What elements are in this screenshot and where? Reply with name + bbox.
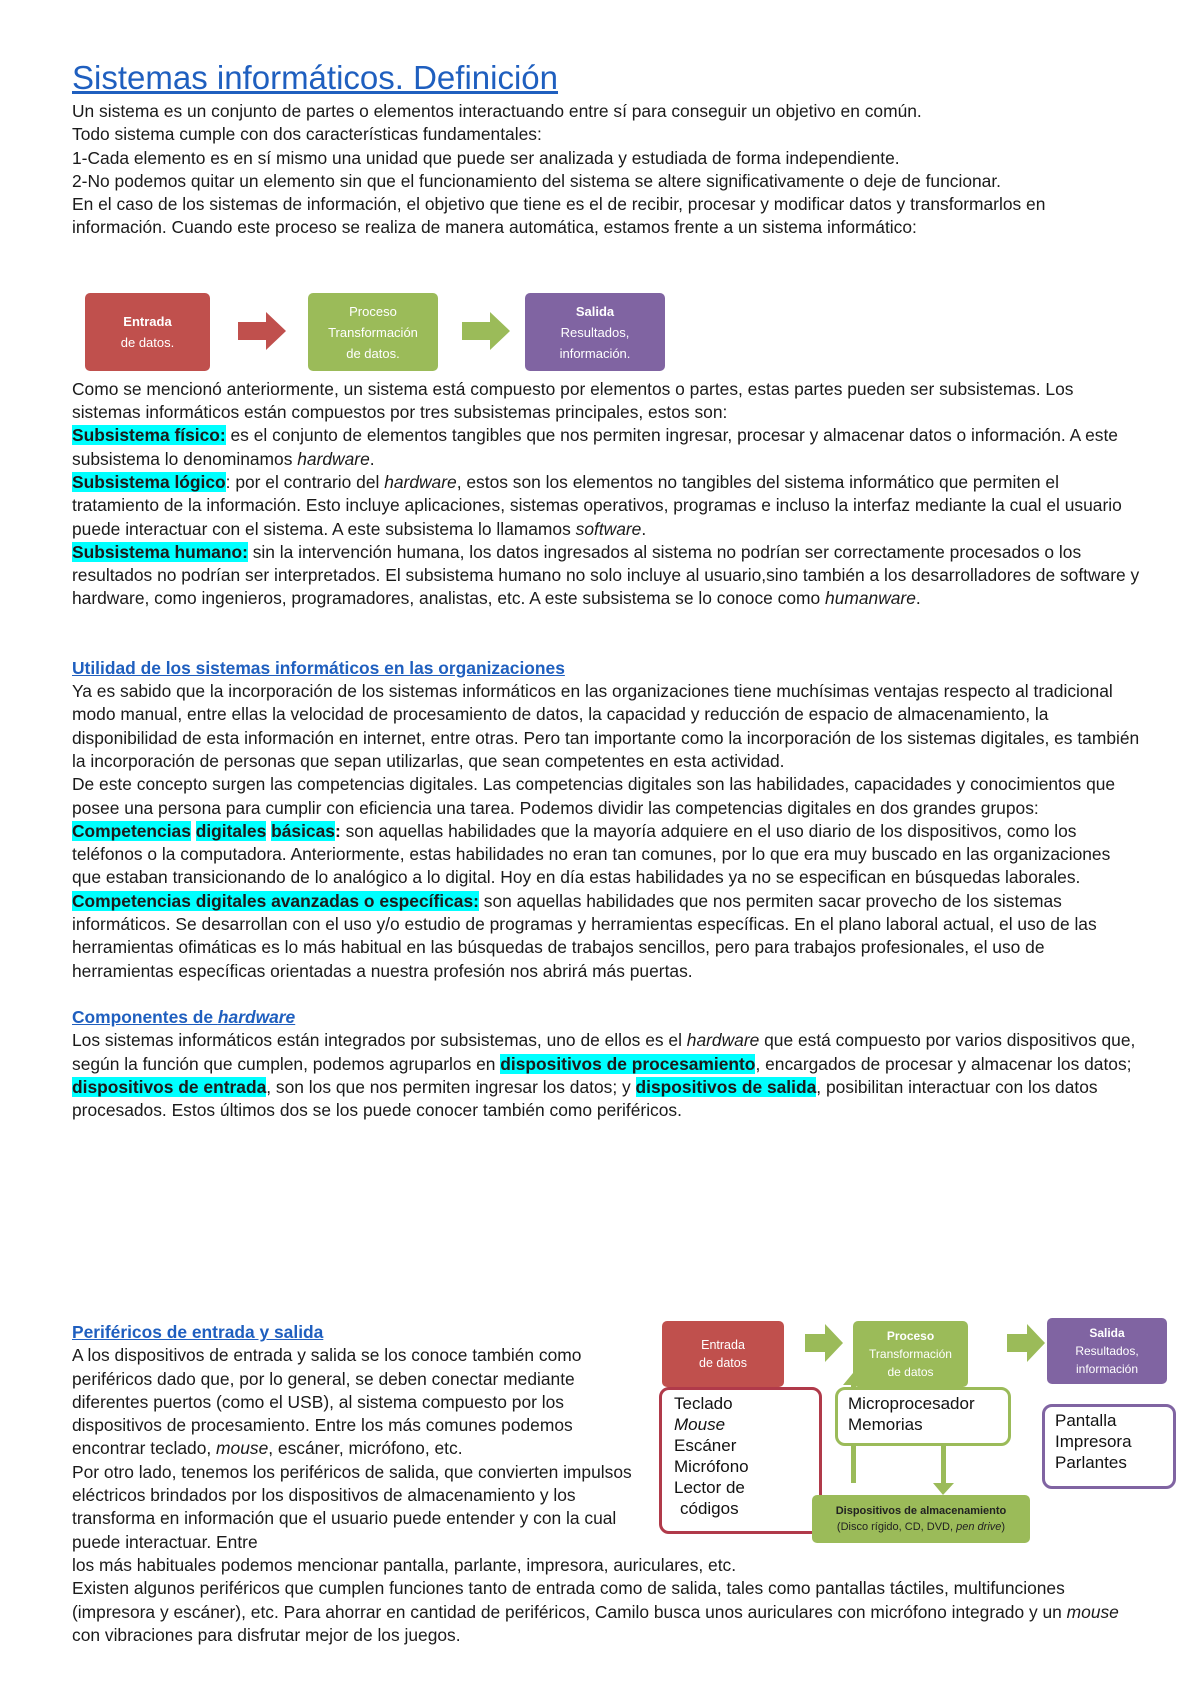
diagram2-salida-box: Salida Resultados, información [1047,1318,1167,1384]
paragraph: Todo sistema cumple con dos características fundamentales: [72,124,542,145]
arrow-right-icon [238,312,288,350]
paragraph: Como se mencionó anteriormente, un sistema está compuesto por elementos o partes, estas partes pueden ser subsistemas. Los sistemas informáticos están compuestos por tres subsistemas principales, estos son: [72,378,1074,423]
paragraph-componentes: Los sistemas informáticos están integrados por subsistemas, uno de ellos es el hardware que está compuesto por varios dispositivos que, según la función que cumplen, podemos agruparlos en dispositivos de procesamiento, encargados de procesar y almacenar los datos; dispositivos de entrada, son los que nos permiten ingresar los datos; y dispositivos de salida, posibilitan interactuar con los datos procesados. Estos últimos dos se los puede conocer también como periféricos. [72,1030,1136,1121]
entrada-devices-list: Teclado Mouse Escáner Micrófono Lector de códigos [659,1387,822,1534]
highlight-label: Subsistema humano: [72,541,248,562]
paragraph: Existen algunos periféricos que cumplen funciones tanto de entrada como de salida, tales como pantallas táctiles, multifunciones (impresora y escáner), etc. Para ahorrar en cantidad de periféricos, Camilo busca unos auriculares con micrófono integrado y un mouse con vibraciones para disfrutar mejor de los juegos. [72,1578,1119,1645]
section-heading-perifericos: Periféricos de entrada y salida [72,1322,324,1342]
diagram-salida-box: Salida Resultados, información. [525,293,665,371]
diagram2-proceso-box: Proceso Transformación de datos [853,1321,968,1387]
proceso-devices-list: Microprocesador Memorias [835,1387,1011,1446]
paragraph-avanzadas: Competencias digitales avanzadas o específicas: son aquellas habilidades que nos permiten sacar provecho de los sistemas informáticos. Se desarrollan con el uso y/o estudio de programas y herramientas específicas. En el plano laboral actual, el uso de las herramientas ofimáticas es lo más habitual en las búsquedas de trabajos sencillos, pero para trabajos profesionales, el uso de herramientas específicas orientadas a nuestra profesión nos abrirá más puertas. [72,890,1097,981]
diagram-entrada-box: Entrada de datos. [85,293,210,371]
paragraph-humano: Subsistema humano: sin la intervención humana, los datos ingresados al sistema no podrían ser correctamente procesados o los resultados no podrían ser interpretados. El subsistema humano no solo incluye al usuario,sino también a los desarrolladores de software y hardware, como ingenieros, programadores, analistas, etc. A este subsistema se lo conoce como humanware. [72,541,1140,609]
paragraph: Ya es sabido que la incorporación de los sistemas informáticos en las organizaciones tiene muchísimas ventajas respecto al tradicional modo manual, entre ellas la velocidad de procesamiento de datos, la capacidad y reducción de espacio de almacenamiento, la disponibilidad de esta información en internet, entre otras. Pero tan importante como la incorporación de los sistemas digitales, es también la incorporación de personas que sepan utilizarlas, que sean competentes en esta actividad. [72,681,1140,771]
section-heading-componentes: Componentes de hardware [72,1006,296,1027]
paragraph: En el caso de los sistemas de información, el objetivo que tiene es el de recibir, procesar y modificar datos y transformarlos en información. Cuando este proceso se realiza de manera automática, estamos frente a un sistema informático: [72,194,1046,238]
section-heading-utilidad: Utilidad de los sistemas informáticos en las organizaciones [72,657,565,678]
salida-devices-list: Pantalla Impresora Parlantes [1042,1404,1176,1489]
main-content [72,58,1142,1122]
highlight-label: Subsistema físico: [72,425,226,446]
diagram-proceso-box: Proceso Transformación de datos. [308,293,438,371]
page-title: Sistemas informáticos. Definición [72,59,559,96]
paragraph: De este concepto surgen las competencias digitales. Las competencias digitales son las habilidades, capacidades y conocimientos que posee una persona para cumplir con eficiencia una tarea. Podemos dividir las competencias digitales en dos grandes grupos: [72,774,1116,818]
paragraph-basicas: Competencias digitales básicas: son aquellas habilidades que la mayoría adquiere en el uso diario de los dispositivos, como los teléfonos o la computadora. Anteriormente, estas habilidades no eran tan comunes, por lo que era muy buscado en las organizaciones que estaban transicionando de lo analógico a lo digital. Hoy en día estas habilidades ya no se especifican en búsquedas laborales. [72,820,1111,888]
paragraph: Un sistema es un conjunto de partes o elementos interactuando entre sí para conseguir un objetivo en común. [72,101,922,121]
perifericos-section [72,1321,632,1554]
perifericos-tail [72,1554,1142,1647]
paragraph: los más habituales podemos mencionar pantalla, parlante, impresora, auriculares, etc. [72,1555,737,1575]
paragraph-fisico: Subsistema físico: es el conjunto de elementos tangibles que nos permiten ingresar, procesar y almacenar datos o información. A este subsistema lo denominamos hardware. [72,425,1118,469]
diagram2-entrada-box: Entrada de datos [662,1321,784,1387]
paragraph: 2-No podemos quitar un elemento sin que el funcionamiento del sistema se altere significativamente o deje de funcionar. [72,170,1002,191]
arrow-right-icon [462,312,512,350]
highlight-label: Subsistema lógico [72,471,226,492]
paragraph-logico: Subsistema lógico: por el contrario del hardware, estos son los elementos no tangibles del sistema informático que permiten el tratamiento de la información. Esto incluye aplicaciones, sistemas operativos, programas e incluso la interfaz mediante la cual el usuario puede interactuar con el sistema. A este subsistema lo llamamos software. [72,471,1122,539]
paragraph: A los dispositivos de entrada y salida se los conoce también como periféricos dado que, por lo general, se deben conectar mediante diferentes puertos (como el USB), al sistema compuesto por los dispositivos de procesamiento. Entre los más comunes podemos encontrar teclado, mouse, escáner, micrófono, etc. [72,1345,582,1459]
almacenamiento-box: Dispositivos de almacenamiento (Disco rígido, CD, DVD, pen drive) [812,1495,1030,1543]
paragraph: 1-Cada elemento es en sí mismo una unidad que puede ser analizada y estudiada de forma independiente. [72,147,900,168]
paragraph: Por otro lado, tenemos los periféricos de salida, que convierten impulsos eléctricos brindados por los dispositivos de almacenamiento y los transforma en información que el usuario puede entender y con la cual puede interactuar. Entre [72,1461,632,1552]
